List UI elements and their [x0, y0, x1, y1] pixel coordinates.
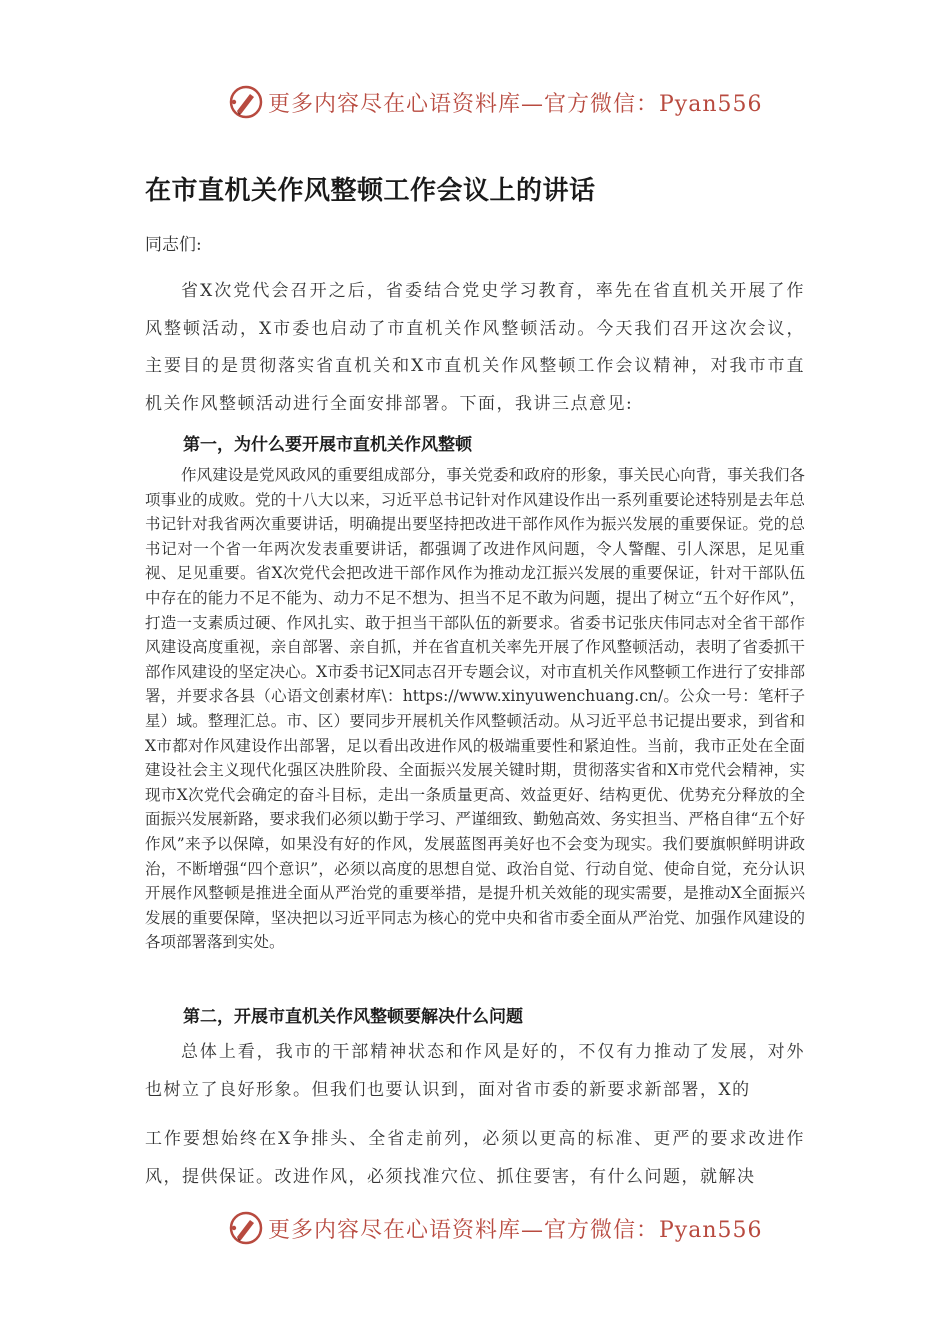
section2-heading: 第二，开展市直机关作风整顿要解决什么问题 — [183, 1007, 523, 1027]
section2-paragraph-2: 工作要想始终在X争排头、全省走前列，必须以更高的标准、更严的要求改进作风，提供保证。改进作风，必须找准穴位、抓住要害，有什么问题，就解决 — [145, 1129, 805, 1187]
section1-block — [145, 463, 805, 955]
pen-in-circle-icon — [228, 84, 264, 120]
banner-text: 更多内容尽在心语资料库—官方微信：Pyan556 — [268, 91, 763, 117]
document-title: 在市直机关作风整顿工作会议上的讲话 — [145, 176, 596, 206]
intro-block — [145, 273, 805, 423]
footer-banner — [228, 1208, 763, 1248]
header-banner — [228, 82, 763, 122]
section2-block-b — [145, 1121, 805, 1196]
banner-text: 更多内容尽在心语资料库—官方微信：Pyan556 — [268, 1217, 763, 1243]
section2-paragraph-1: 总体上看，我市的干部精神状态和作风是好的，不仅有力推动了发展，对外也树立了良好形象。但我们也要认识到，面对省市委的新要求新部署，X的 — [145, 1042, 805, 1100]
section2-block-a — [145, 1034, 805, 1109]
greeting: 同志们: — [145, 235, 202, 255]
pen-in-circle-icon — [228, 1210, 264, 1246]
section1-heading: 第一，为什么要开展市直机关作风整顿 — [183, 435, 472, 455]
intro-paragraph: 省X次党代会召开之后，省委结合党史学习教育，率先在省直机关开展了作风整顿活动，X市委也启动了市直机关作风整顿活动。今天我们召开这次会议，主要目的是贯彻落实省直机关和X市直机关作风整顿工作会议精神，对我市市直机关作风整顿活动进行全面安排部署。下面，我讲三点意见: — [145, 281, 805, 414]
section1-paragraph: 作风建设是党风政风的重要组成部分，事关党委和政府的形象，事关民心向背，事关我们各项事业的成败。党的十八大以来，习近平总书记针对作风建设作出一系列重要论述特别是去年总书记针对我省两次重要讲话，明确提出要坚持把改进干部作风作为振兴发展的重要保证。党的总书记对一个省一年两次发表重要讲话，都强调了改进作风问题，令人警醒、引人深思，足见重视、足见重要。省X次党代会把改进干部作风作为推动龙江振兴发展的重要保证，针对干部队伍中存在的能力不足不能为、动力不足不想为、担当不足不敢为问题，提出了树立“五个好作风”，打造一支素质过硬、作风扎实、敢于担当干部队伍的新要求。省委书记张庆伟同志对全省干部作风建设高度重视，亲自部署、亲自抓，并在省直机关率先开展了作风整顿活动，表明了省委抓干部作风建设的坚定决心。X市委书记X同志召开专题会议，对市直机关作风整顿工作进行了安排部署，并要求各县（心语文创素材库\：https://www.xinyuwenchuang.cn/。公众一号：笔杆子星）域。整理汇总。市、区）要同步开展机关作风整顿活动。从习近平总书记提出要求，到省和X市都对作风建设作出部署，足以看出改进作风的极端重要性和紧迫性。当前，我市正处在全面建设社会主义现代化强区决胜阶段、全面振兴发展关键时期，贯彻落实省和X市党代会精神，实现市X次党代会确定的奋斗目标，走出一条质量更高、效益更好、结构更优、优势充分释放的全面振兴发展新路，要求我们必须以勤于学习、严谨细致、勤勉高效、务实担当、严格自律“五个好作风”来予以保障，如果没有好的作风，发展蓝图再美好也不会变为现实。我们要旗帜鲜明讲政治，不断增强“四个意识”，必须以高度的思想自觉、政治自觉、行动自觉、使命自觉，充分认识开展作风整顿是推进全面从严治党的重要举措，是提升机关效能的现实需要，是推动X全面振兴发展的重要保障，坚决把以习近平同志为核心的党中央和省市委全面从严治党、加强作风建设的各项部署落到实处。 — [145, 466, 805, 952]
